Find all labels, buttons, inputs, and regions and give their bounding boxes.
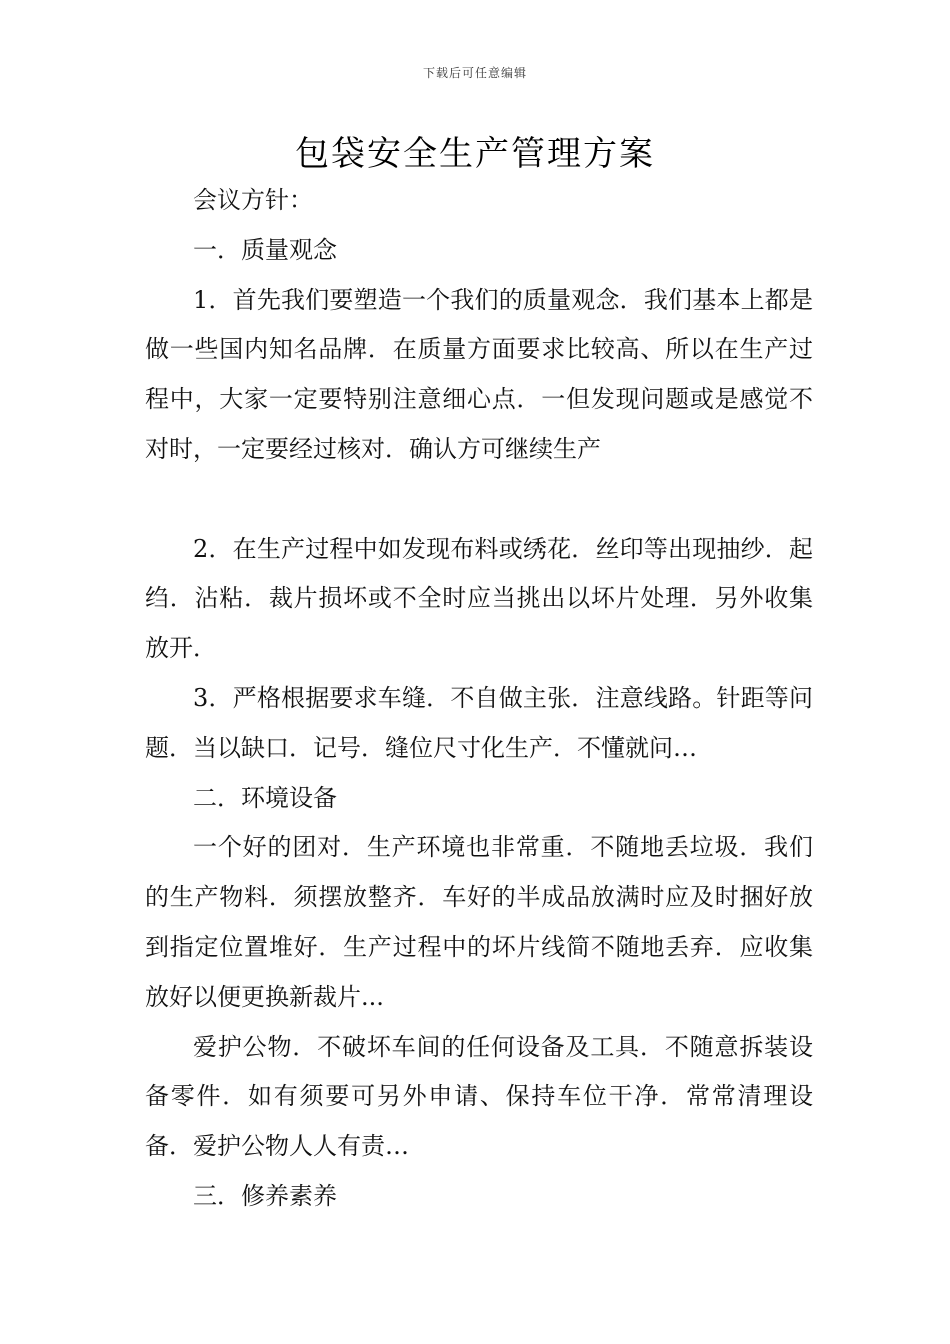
paragraph-environment-2: 爱护公物．不破坏车间的任何设备及工具．不随意拆装设备零件．如有须要可另外申请、保持车位干净．常常清理设备．爱护公物人人有责… [145,1032,813,1161]
paragraph-environment-1: 一个好的团对．生产环境也非常重．不随地丢垃圾．我们的生产物料．须摆放整齐．车好的半成品放满时应及时捆好放到指定位置堆好．生产过程中的坏片线简不随地丢弃．应收集放好以便更换新裁片... [145,833,813,1011]
section-heading-quality: 一．质量观念 [193,235,337,264]
paragraph-quality-2: 2．在生产过程中如发现布料或绣花．丝印等出现抽纱．起绉．沾粘．裁片损坏或不全时应当挑出以坏片处理．另外收集放开． [145,534,813,663]
paragraph-quality-1: 1．首先我们要塑造一个我们的质量观念．我们基本上都是做一些国内知名品牌．在质量方面要求比较高、所以在生产过程中，大家一定要特别注意细心点．一但发现问题或是感觉不对时，一定要经过核对．确认方可继续生产 [145,285,813,463]
paragraph-meeting-policy: 会议方针： [193,186,313,214]
paragraph-quality-3: 3．严格根据要求车缝．不自做主张．注意线路。针距等问题．当以缺口．记号．缝位尺寸化生产．不懂就问… [145,683,813,762]
document-body [145,176,813,1222]
document-title: 包袋安全生产管理方案 [295,134,655,174]
section-heading-environment: 二．环境设备 [193,783,337,812]
paragraph-gap [145,475,813,525]
section-heading-cultivation: 三．修养素养 [193,1181,337,1210]
header-note: 下载后可任意编辑 [422,66,527,80]
